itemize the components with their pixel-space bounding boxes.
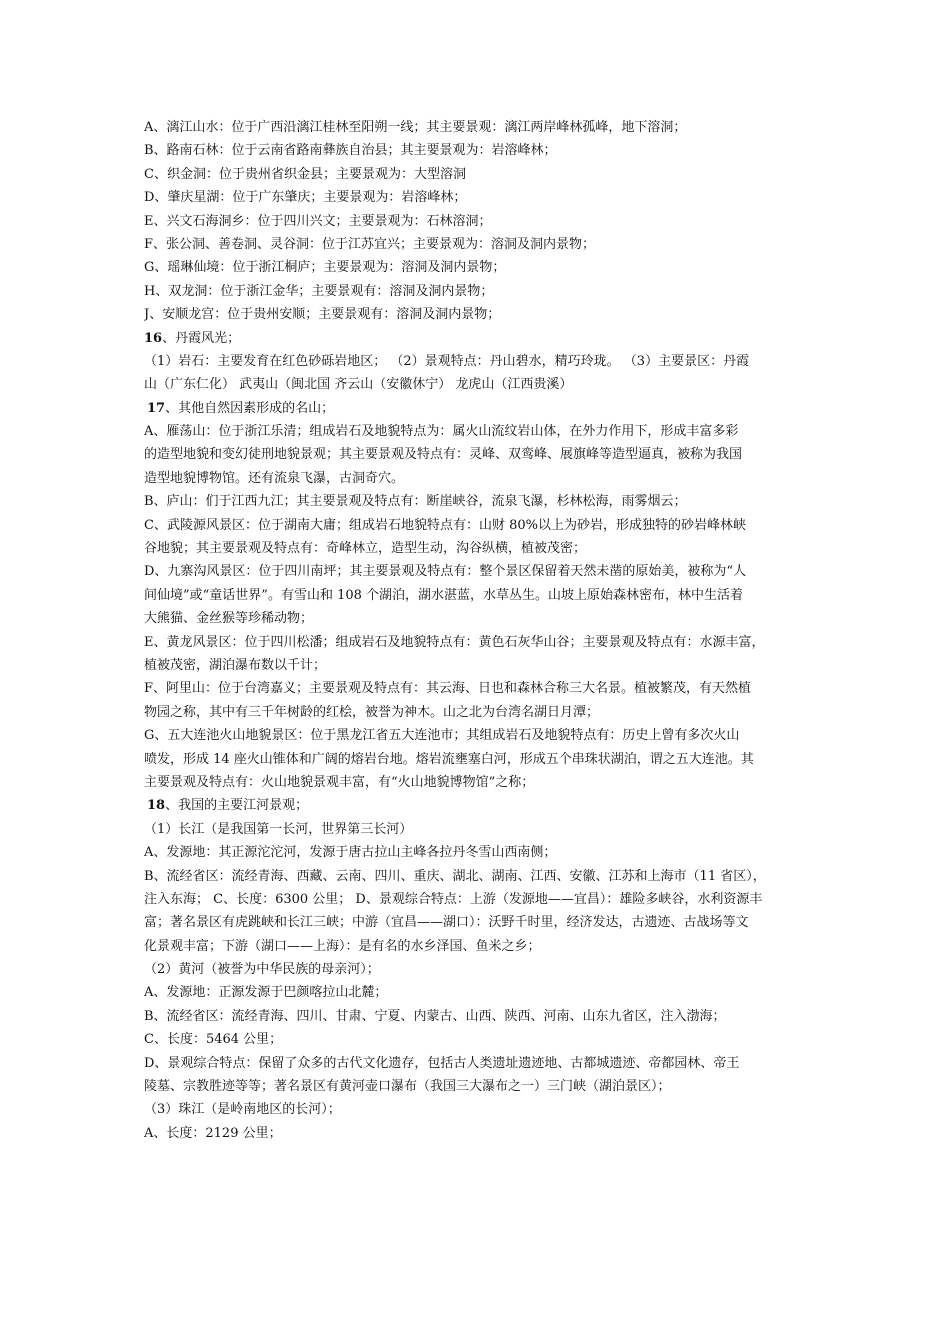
section-number: 16 <box>144 330 163 346</box>
text-line: D、景观综合特点：保留了众多的古代文化遗存，包括古人类遗址遗迹地、古都城遗迹、帝都园林、帝王 <box>144 1055 740 1071</box>
text-line: 化景观丰富；下游（湖口——上海）：是有名的水乡泽国、鱼米之乡； <box>144 938 541 954</box>
section-16-heading <box>144 327 809 350</box>
text-line: B、流经省区：流经青海、四川、甘肃、宁夏、内蒙古、山西、陕西、河南、山东九省区，注入渤海； <box>144 1008 726 1024</box>
section-title: 、其他自然因素形成的名山； <box>165 400 335 416</box>
text-line: A、发源地：正源发源于巴颜喀拉山北麓； <box>144 985 388 1001</box>
text-line: D、肇庆星湖：位于广东肇庆；主要景观为：岩溶峰林； <box>144 190 467 206</box>
document-page <box>144 116 809 1145</box>
text-line: 谷地貌；其主要景观及特点有：奇峰林立，造型生动，沟谷纵横，植被茂密； <box>144 541 587 557</box>
section-title: 、我国的主要江河景观； <box>165 798 309 814</box>
section-18-heading <box>144 794 809 817</box>
text-line: 大熊猫、金丝猴等珍稀动物； <box>144 611 314 627</box>
text-line: B、路南石林：位于云南省路南彝族自治县；其主要景观为：岩溶峰林； <box>144 143 557 159</box>
text-line: 的造型地貌和变幻徒刑地貌景观；其主要景观及特点有：灵峰、双鸾峰、展旗峰等造型逼真，被称为我国 <box>144 447 743 463</box>
text-line: F、张公洞、善卷洞、灵谷洞：位于江苏宜兴；主要景观为：溶洞及洞内景物； <box>144 236 596 252</box>
text-line: 陵墓、宗教胜迹等等；著名景区有黄河壶口瀑布（我国三大瀑布之一）三门峡（湖泊景区）； <box>144 1079 671 1095</box>
text-line: 植被茂密，湖泊瀑布数以千计； <box>144 657 327 673</box>
section-title: 、丹霞风光； <box>162 330 241 346</box>
text-line: （1）长江（是我国第一长河，世界第三长河） <box>144 821 413 837</box>
text-line: 造型地貌博物馆。还有流泉飞瀑，古洞奇穴。 <box>144 470 405 486</box>
text-line: 富；著名景区有虎跳峡和长江三峡；中游（宜昌——湖口）：沃野千时里，经济发达，古遗迹、古战场等文 <box>144 915 749 931</box>
text-line: A、长度：2129 公里； <box>144 1125 282 1141</box>
text-line: E、兴文石海洞乡：位于四川兴文；主要景观为：石林溶洞； <box>144 213 492 229</box>
text-line: 物园之称，其中有三千年树龄的红桧，被誉为神木。山之北为台湾名湖日月潭； <box>144 704 600 720</box>
text-line: A、发源地：其正源沱沱河，发源于唐古拉山主峰各拉丹冬雪山西南侧； <box>144 845 557 861</box>
section-number: 18 <box>147 798 166 814</box>
text-line: H、双龙洞：位于浙江金华；主要景观有：溶洞及洞内景物； <box>144 283 494 299</box>
section-number: 17 <box>147 400 166 416</box>
text-line: C、织金洞：位于贵州省织金县；主要景观为：大型溶洞 <box>144 166 466 182</box>
text-line: A、漓江山水：位于广西沿漓江桂林至阳朔一线；其主要景观：漓江两岸峰林孤峰，地下溶洞； <box>144 120 687 135</box>
text-line: 注入东海； C、长度：6300 公里； D、景观综合特点：上游（发源地——宜昌）：雄险多峡谷，水利资源丰 <box>144 891 763 907</box>
text-line: 间仙境”或“童话世界”。有雪山和 108 个湖泊，湖水湛蓝，水草丛生。山坡上原始森林密布，林中生活着 <box>144 587 744 603</box>
text-line: B、流经省区：流经青海、西藏、云南、四川、重庆、湖北、湖南、江西、安徽、江苏和上海市（11 省区）， <box>144 868 766 884</box>
text-line: G、瑶琳仙境：位于浙江桐庐；主要景观为：溶洞及洞内景物； <box>144 260 506 276</box>
text-line: C、长度：5464 公里； <box>144 1032 283 1048</box>
section-17-heading <box>144 397 809 420</box>
text-line: 主要景观及特点有：火山地貌景观丰富，有“火山地貌博物馆”之称； <box>144 774 535 790</box>
text-line: J、安顺龙宫：位于贵州安顺；主要景观有：溶洞及洞内景物； <box>144 307 501 323</box>
text-line: （1）岩石：主要发育在红色砂砾岩地区； （2）景观特点：丹山碧水，精巧玲珑。 （3）主要景区：丹霞 <box>144 353 750 369</box>
text-line: （3）珠江（是岭南地区的长河）； <box>144 1102 341 1118</box>
text-line: F、阿里山：位于台湾嘉义；主要景观及特点有：其云海、日也和森林合称三大名景。植被繁茂，有天然植 <box>144 681 752 697</box>
text-line: G、五大连池火山地貌景区：位于黑龙江省五大连池市；其组成岩石及地貌特点有：历史上曾有多次火山 <box>144 728 740 744</box>
text-line: 山（广东仁化） 武夷山（闽北国 齐云山（安徽休宁） 龙虎山（江西贵溪） <box>144 377 573 393</box>
text-line: C、武陵源风景区：位于湖南大庸；组成岩石地貌特点有：山财 80%以上为砂岩，形成独特的砂岩峰林峡 <box>144 517 746 533</box>
text-line: B、庐山：们于江西九江；其主要景观及特点有：断崖峡谷，流泉飞瀑，杉林松海，雨雾烟云； <box>144 494 687 510</box>
text-line: E、黄龙风景区：位于四川松潘；组成岩石及地貌特点有：黄色石灰华山谷；主要景观及特点有：水源丰富， <box>144 634 765 650</box>
text-line: （2）黄河（被誉为中华民族的母亲河）； <box>144 962 380 978</box>
text-line: 喷发，形成 14 座火山锥体和广阔的熔岩台地。熔岩流壅塞白河，形成五个串珠状湖泊，谓之五大连池。其 <box>144 751 754 767</box>
text-line: D、九寨沟风景区：位于四川南坪；其主要景观及特点有：整个景区保留着天然未凿的原始美，被称为“人 <box>144 564 747 580</box>
text-line: A、雁荡山：位于浙江乐清；组成岩石及地貌特点为：属火山流纹岩山体，在外力作用下，形成丰富多彩 <box>144 424 739 440</box>
